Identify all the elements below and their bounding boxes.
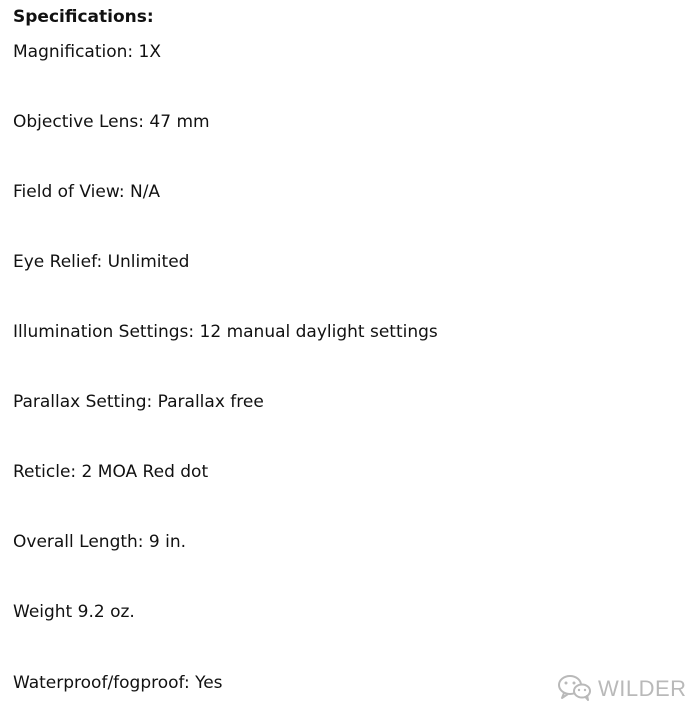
wechat-icon <box>556 673 598 705</box>
spec-parallax-setting: Parallax Setting: Parallax free <box>13 392 264 412</box>
watermark-text: WILDER <box>598 676 687 701</box>
spec-overall-length: Overall Length: 9 in. <box>13 532 187 552</box>
spec-waterproof-fogproof: Waterproof/fogproof: Yes <box>13 673 223 693</box>
spec-field-of-view: Field of View: N/A <box>13 182 161 202</box>
spec-objective-lens: Objective Lens: 47 mm <box>13 112 210 132</box>
specifications-heading: Specifications: <box>13 7 154 27</box>
spec-eye-relief: Eye Relief: Unlimited <box>13 252 190 272</box>
spec-illumination-settings: Illumination Settings: 12 manual daylight settings <box>13 322 438 342</box>
spec-magnification: Magnification: 1X <box>13 42 162 62</box>
wilder-watermark <box>556 674 687 704</box>
spec-reticle: Reticle: 2 MOA Red dot <box>13 462 209 482</box>
spec-weight: Weight 9.2 oz. <box>13 602 135 622</box>
